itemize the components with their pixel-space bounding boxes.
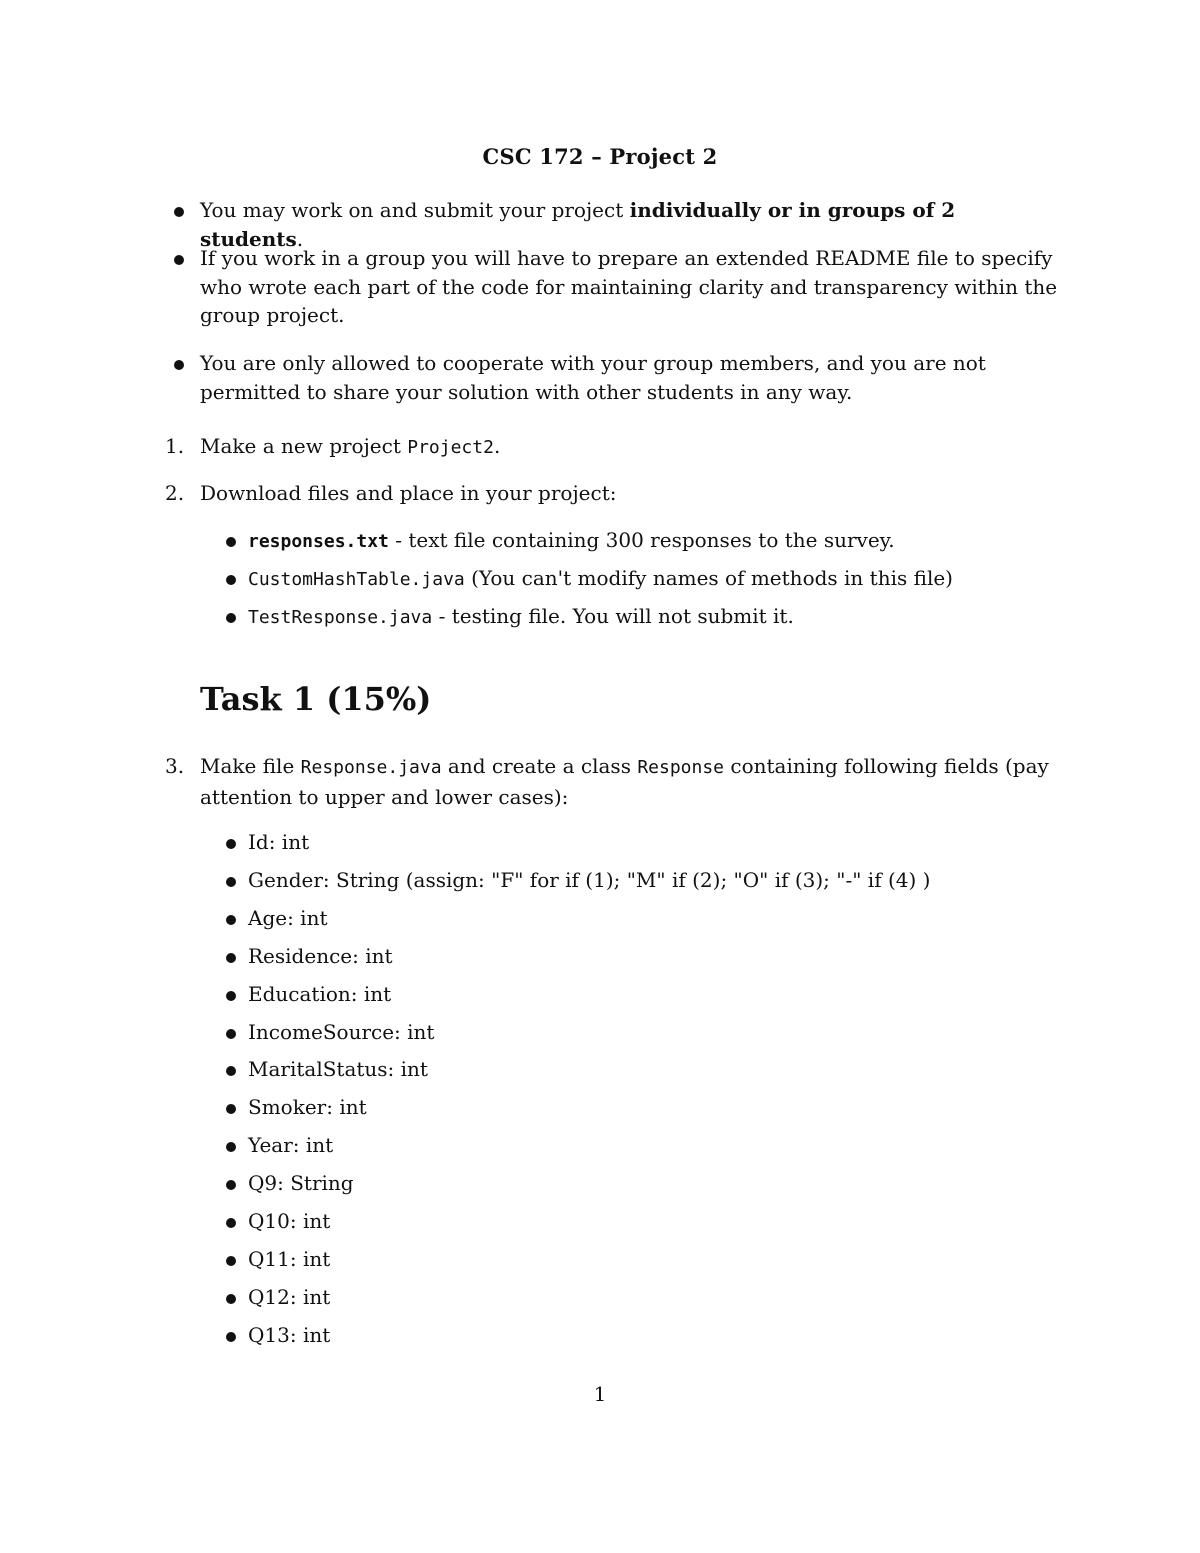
bullet-icon (226, 537, 236, 547)
bullet-icon (226, 991, 236, 1001)
bullet-icon (226, 839, 236, 849)
bullet-icon (226, 1218, 236, 1228)
bullet-icon (226, 953, 236, 963)
step-item (200, 432, 1060, 463)
bullet-icon (226, 575, 236, 585)
bullet-icon (226, 877, 236, 887)
field-item: Id: int (248, 830, 310, 854)
step-text: containing following fields (pay attention to upper and lower cases): (200, 754, 1049, 809)
bullet-icon (226, 1066, 236, 1076)
file-item (248, 564, 1068, 595)
field-item: Gender: String (assign: "F" for if (1); "M" if (2); "O" if (3); "-" if (4) ) (248, 867, 931, 892)
bullet-icon (226, 1332, 236, 1342)
bullet-icon (226, 915, 236, 925)
page-title: CSC 172 – Project 2 (482, 144, 718, 169)
step-text: . (493, 434, 501, 458)
bullet-icon (226, 1180, 236, 1190)
field-item: Q10: int (248, 1209, 331, 1233)
file-description: - testing file. You will not submit it. (432, 604, 794, 628)
rule-item: You are only allowed to cooperate with your group members, and you are not permitted to share your solution with other students in any way. (200, 351, 986, 404)
field-item: Education: int (248, 981, 392, 1006)
bullet-icon (226, 1142, 236, 1152)
field-item: Residence: int (248, 943, 393, 968)
bullet-icon (226, 1029, 236, 1039)
field-item: Q9: String (248, 1171, 354, 1196)
bullet-icon (174, 255, 184, 265)
bullet-icon (226, 1294, 236, 1304)
step-number: 3. (165, 754, 185, 778)
code-text: TestResponse.java (248, 607, 433, 628)
file-description: - text file containing 300 responses to the survey. (388, 528, 895, 552)
code-text: responses.txt (248, 531, 389, 552)
bullet-icon (174, 207, 184, 217)
code-text: Response.java (300, 757, 442, 778)
bullet-icon (174, 360, 184, 370)
bullet-icon (226, 613, 236, 623)
bullet-icon (226, 1256, 236, 1266)
step-text: Make a new project (200, 434, 408, 458)
field-item: IncomeSource: int (248, 1019, 435, 1044)
rule-bold-text: individually or in groups of 2 students (200, 198, 956, 251)
step-number: 2. (165, 481, 185, 505)
field-item: Q11: int (248, 1246, 331, 1271)
code-text: Project2 (407, 437, 494, 458)
code-text: Response (637, 757, 725, 778)
field-item: Age: int (248, 905, 328, 930)
step-item (200, 752, 1060, 811)
field-item: Year: int (248, 1133, 334, 1158)
bullet-icon (226, 1104, 236, 1114)
file-item (248, 602, 1068, 633)
field-item: Q13: int (248, 1322, 331, 1347)
code-text: CustomHashTable.java (248, 569, 465, 590)
rule-text: . (296, 226, 304, 251)
file-description: (You can't modify names of methods in this file) (464, 566, 953, 590)
file-item (248, 526, 1068, 557)
section-heading: Task 1 (15%) (200, 680, 432, 718)
step-text: and create a class (441, 754, 638, 778)
step-number: 1. (165, 434, 185, 458)
field-item: Q12: int (248, 1284, 331, 1309)
field-item: MaritalStatus: int (248, 1057, 428, 1082)
step-item: Download files and place in your project: (200, 481, 617, 505)
field-item: Smoker: int (248, 1095, 367, 1120)
rule-item: If you work in a group you will have to prepare an extended README file to specify who wrote each part of the code for maintaining clarity and transparency within the group project. (200, 246, 1058, 327)
step-text: Make file (200, 754, 301, 778)
rule-text: You may work on and submit your project (200, 198, 630, 222)
page-number: 1 (593, 1382, 607, 1406)
